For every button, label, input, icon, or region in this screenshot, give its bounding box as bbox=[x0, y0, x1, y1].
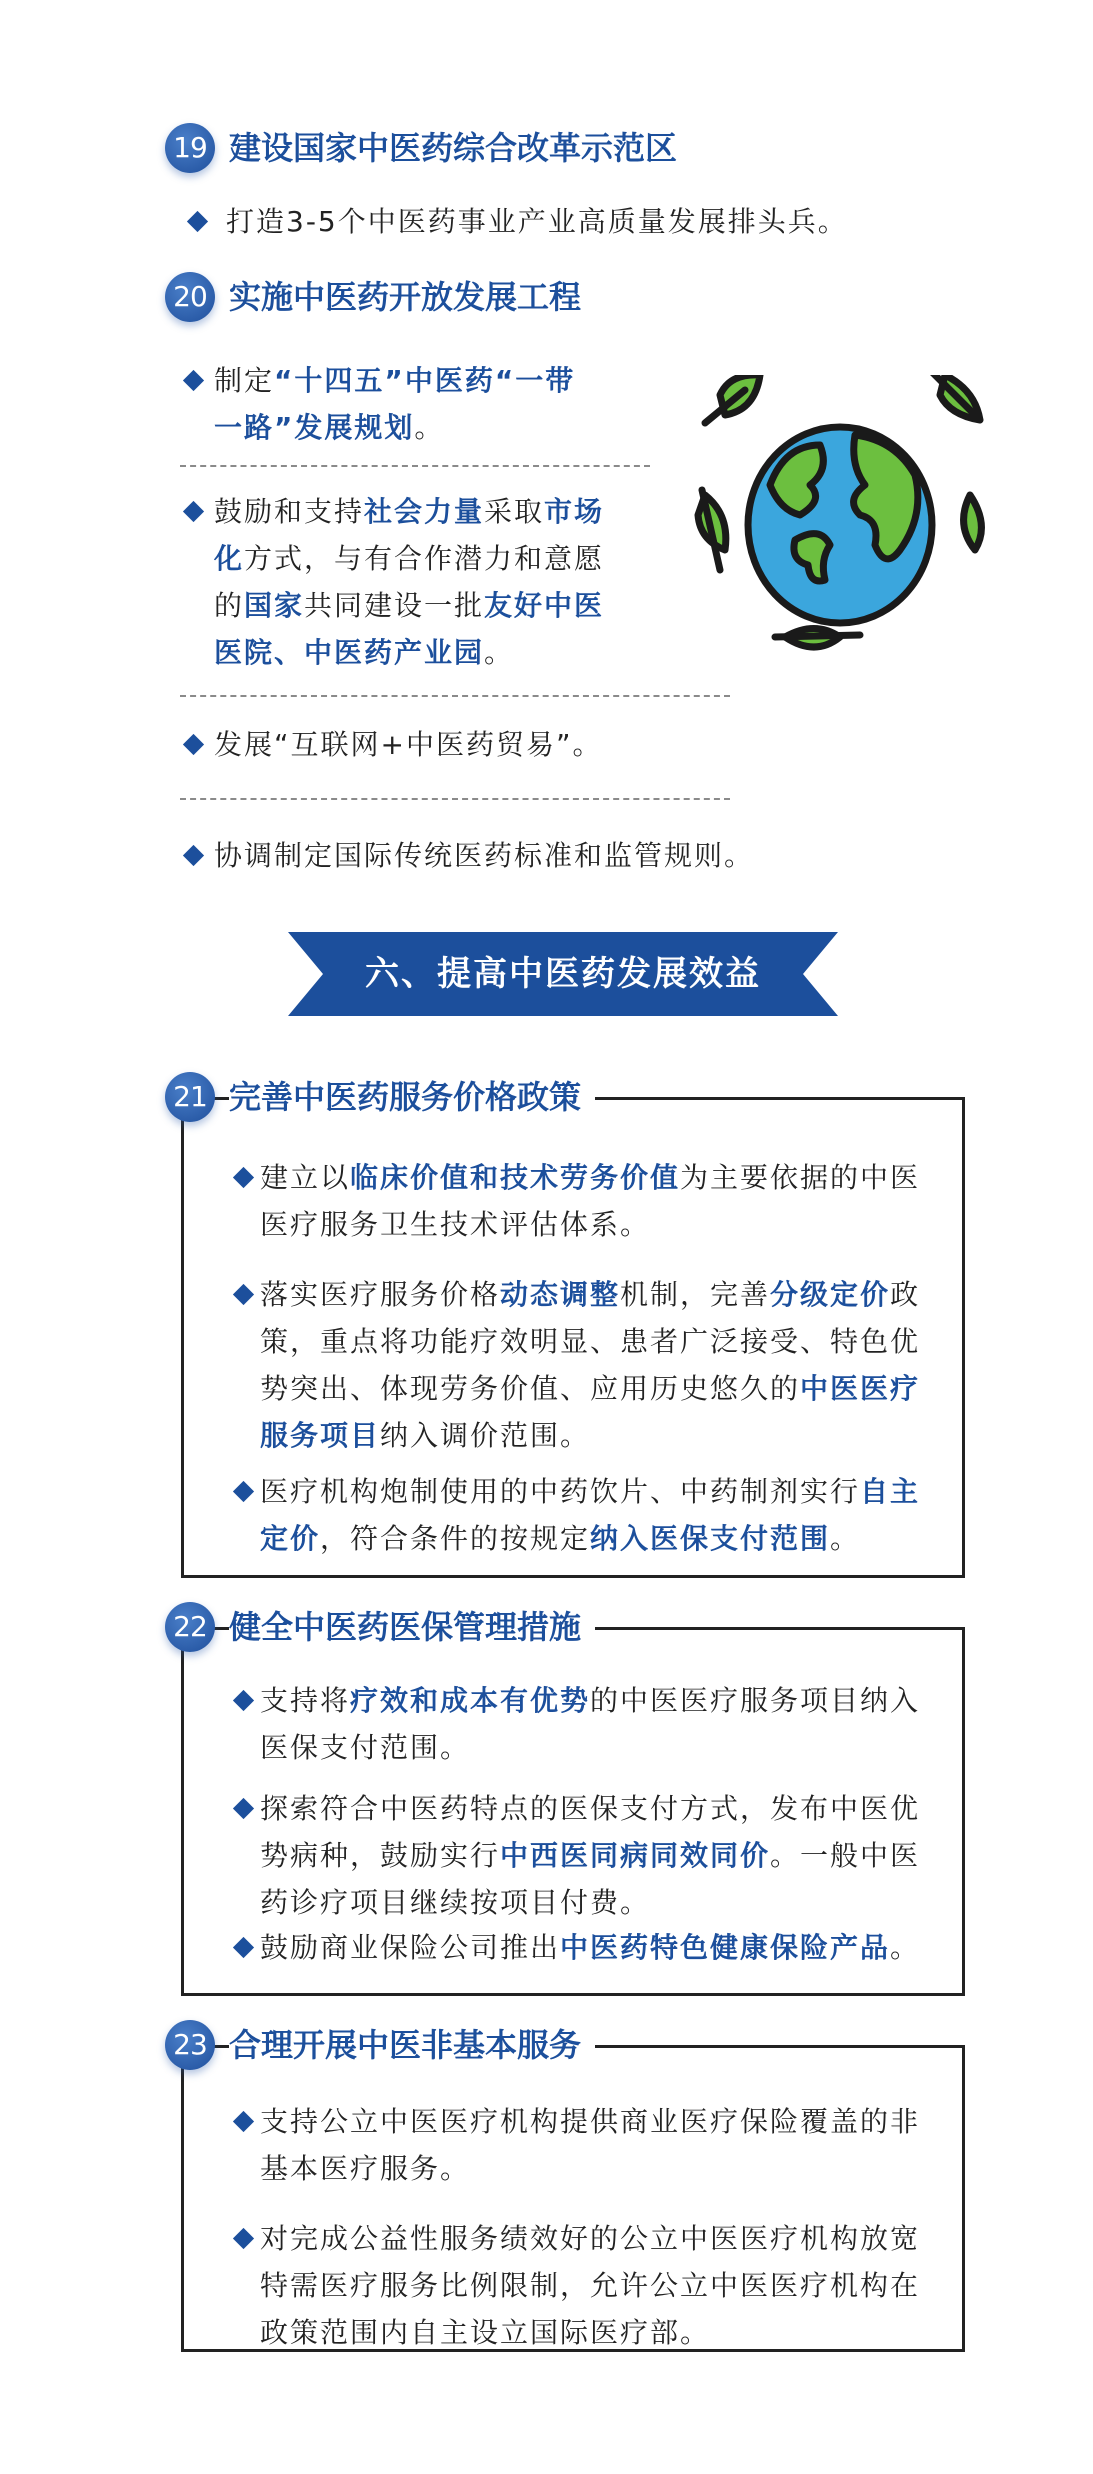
highlighted-text: 友好中医 bbox=[484, 589, 605, 622]
text-line bbox=[214, 582, 604, 629]
text-segment: 对完成公益性服务绩效好的公立中医医疗机构放宽 bbox=[260, 2222, 921, 2255]
bullet-item bbox=[260, 1468, 920, 1562]
text-segment: 。 bbox=[484, 636, 515, 669]
section-number-badge: 23 bbox=[165, 2020, 215, 2070]
text-line bbox=[214, 357, 575, 404]
section-number-badge: 19 bbox=[165, 123, 215, 173]
text-segment: 共同建设一批 bbox=[304, 589, 485, 622]
dashed-divider bbox=[180, 695, 730, 697]
section-title: 合理开展中医非基本服务 bbox=[229, 2020, 595, 2070]
text-line bbox=[260, 2309, 920, 2356]
text-line bbox=[214, 629, 604, 676]
globe-with-leaves-illustration bbox=[690, 375, 990, 670]
text-segment: 基本医疗服务。 bbox=[260, 2152, 471, 2185]
highlighted-text: 一路”发展规划 bbox=[214, 411, 415, 444]
text-segment: 政策范围内自主设立国际医疗部。 bbox=[260, 2316, 711, 2349]
text-segment: 医疗服务卫生技术评估体系。 bbox=[260, 1208, 651, 1241]
diamond-bullet-icon bbox=[183, 734, 204, 755]
text-segment: 医疗机构炮制使用的中药饮片、中药制剂实行 bbox=[260, 1475, 861, 1508]
section-number-badge: 20 bbox=[165, 272, 215, 322]
text-line bbox=[260, 1154, 920, 1201]
text-segment: 机制，完善 bbox=[620, 1278, 771, 1311]
text-line bbox=[260, 2215, 920, 2262]
text-segment: 打造3-5个中医药事业产业高质量发展排头兵。 bbox=[226, 205, 848, 238]
text-segment: 探索符合中医药特点的医保支付方式，发布中医优 bbox=[260, 1792, 921, 1825]
text-line bbox=[260, 1515, 920, 1562]
section-banner bbox=[288, 932, 838, 1016]
text-segment: 发展“互联网+中医药贸易”。 bbox=[214, 728, 603, 761]
bullet-item bbox=[260, 2098, 920, 2192]
text-segment: 鼓励和支持 bbox=[214, 495, 365, 528]
highlighted-text: 临床价值和技术劳务价值 bbox=[350, 1161, 681, 1194]
text-line bbox=[214, 832, 754, 879]
section-number-badge: 22 bbox=[165, 1602, 215, 1652]
text-line bbox=[260, 1832, 920, 1879]
text-segment: 势突出、体现劳务价值、应用历史悠久的 bbox=[260, 1372, 801, 1405]
highlighted-text: 中医药特色健康保险产品 bbox=[560, 1931, 891, 1964]
section-title: 实施中医药开放发展工程 bbox=[229, 272, 595, 322]
bullet-item bbox=[260, 2215, 920, 2356]
text-line bbox=[260, 1412, 920, 1459]
dashed-divider bbox=[180, 798, 730, 800]
text-segment: 药诊疗项目继续按项目付费。 bbox=[260, 1886, 651, 1919]
highlighted-text: 医院、中医药产业园 bbox=[214, 636, 485, 669]
highlighted-text: “十四五”中医药“一带 bbox=[274, 364, 576, 397]
bullet-item bbox=[260, 1677, 920, 1771]
highlighted-text: 服务项目 bbox=[260, 1419, 381, 1452]
text-line bbox=[214, 721, 602, 768]
text-segment: 支持公立中医医疗机构提供商业医疗保险覆盖的非 bbox=[260, 2105, 921, 2138]
text-segment: 策，重点将功能疗效明显、患者广泛接受、特色优 bbox=[260, 1325, 921, 1358]
bullet-item bbox=[260, 1154, 920, 1248]
text-segment: 落实医疗服务价格 bbox=[260, 1278, 501, 1311]
bullet-item bbox=[260, 1271, 920, 1459]
text-segment: 的中医医疗服务项目纳入 bbox=[590, 1684, 921, 1717]
text-line bbox=[260, 1201, 920, 1248]
text-line bbox=[214, 404, 575, 451]
text-segment: 方式，与有合作潜力和意愿 bbox=[244, 542, 605, 575]
text-line bbox=[260, 1365, 920, 1412]
highlighted-text: 化 bbox=[214, 542, 245, 575]
bullet-item bbox=[214, 721, 602, 768]
highlighted-text: 分级定价 bbox=[770, 1278, 891, 1311]
text-segment: 政 bbox=[890, 1278, 921, 1311]
highlighted-text: 定价 bbox=[260, 1522, 321, 1555]
bullet-item bbox=[214, 488, 604, 676]
text-segment: 。 bbox=[890, 1931, 921, 1964]
text-line bbox=[260, 1271, 920, 1318]
text-line bbox=[260, 1924, 920, 1971]
highlighted-text: 社会力量 bbox=[364, 495, 485, 528]
highlighted-text: 疗效和成本有优势 bbox=[350, 1684, 591, 1717]
text-segment: 协调制定国际传统医药标准和监管规则。 bbox=[214, 839, 755, 872]
text-line bbox=[214, 488, 604, 535]
text-line bbox=[260, 1785, 920, 1832]
text-segment: 。 bbox=[830, 1522, 861, 1555]
text-segment: 势病种，鼓励实行 bbox=[260, 1839, 501, 1872]
bullet-item bbox=[226, 198, 848, 245]
text-segment: 。 bbox=[414, 411, 445, 444]
text-segment: 制定 bbox=[214, 364, 275, 397]
text-segment: 的 bbox=[214, 589, 245, 622]
text-segment: 鼓励商业保险公司推出 bbox=[260, 1931, 561, 1964]
highlighted-text: 中医医疗 bbox=[800, 1372, 921, 1405]
text-line bbox=[260, 1879, 920, 1926]
highlighted-text: 国家 bbox=[244, 589, 305, 622]
bullet-item bbox=[214, 832, 754, 879]
text-segment: 医保支付范围。 bbox=[260, 1731, 471, 1764]
text-segment: 纳入调价范围。 bbox=[380, 1419, 591, 1452]
highlighted-text: 自主 bbox=[860, 1475, 921, 1508]
section-title: 建设国家中医药综合改革示范区 bbox=[229, 123, 691, 173]
section-title: 健全中医药医保管理措施 bbox=[229, 1602, 595, 1652]
highlighted-text: 动态调整 bbox=[500, 1278, 621, 1311]
bullet-item bbox=[260, 1924, 920, 1971]
highlighted-text: 市场 bbox=[544, 495, 605, 528]
text-segment: 特需医疗服务比例限制，允许公立中医医疗机构在 bbox=[260, 2269, 921, 2302]
text-line bbox=[226, 198, 848, 245]
text-line bbox=[260, 2262, 920, 2309]
text-line bbox=[260, 1318, 920, 1365]
highlighted-text: 纳入医保支付范围 bbox=[590, 1522, 831, 1555]
diamond-bullet-icon bbox=[183, 501, 204, 522]
dashed-divider bbox=[180, 465, 650, 467]
diamond-bullet-icon bbox=[183, 845, 204, 866]
text-line bbox=[260, 2145, 920, 2192]
text-segment: 采取 bbox=[484, 495, 545, 528]
text-segment: ，符合条件的按规定 bbox=[320, 1522, 591, 1555]
text-segment: 。一般中医 bbox=[770, 1839, 921, 1872]
text-line bbox=[260, 2098, 920, 2145]
text-segment: 为主要依据的中医 bbox=[680, 1161, 921, 1194]
bullet-item bbox=[260, 1785, 920, 1926]
text-segment: 建立以 bbox=[260, 1161, 351, 1194]
text-line bbox=[260, 1468, 920, 1515]
text-line bbox=[214, 535, 604, 582]
text-line bbox=[260, 1724, 920, 1771]
diamond-bullet-icon bbox=[187, 211, 208, 232]
text-segment: 支持将 bbox=[260, 1684, 351, 1717]
banner-title: 六、提高中医药发展效益 bbox=[365, 954, 761, 994]
highlighted-text: 中西医同病同效同价 bbox=[500, 1839, 771, 1872]
text-line bbox=[260, 1677, 920, 1724]
bullet-item bbox=[214, 357, 575, 451]
section-number-badge: 21 bbox=[165, 1072, 215, 1122]
diamond-bullet-icon bbox=[183, 370, 204, 391]
section-title: 完善中医药服务价格政策 bbox=[229, 1072, 595, 1122]
